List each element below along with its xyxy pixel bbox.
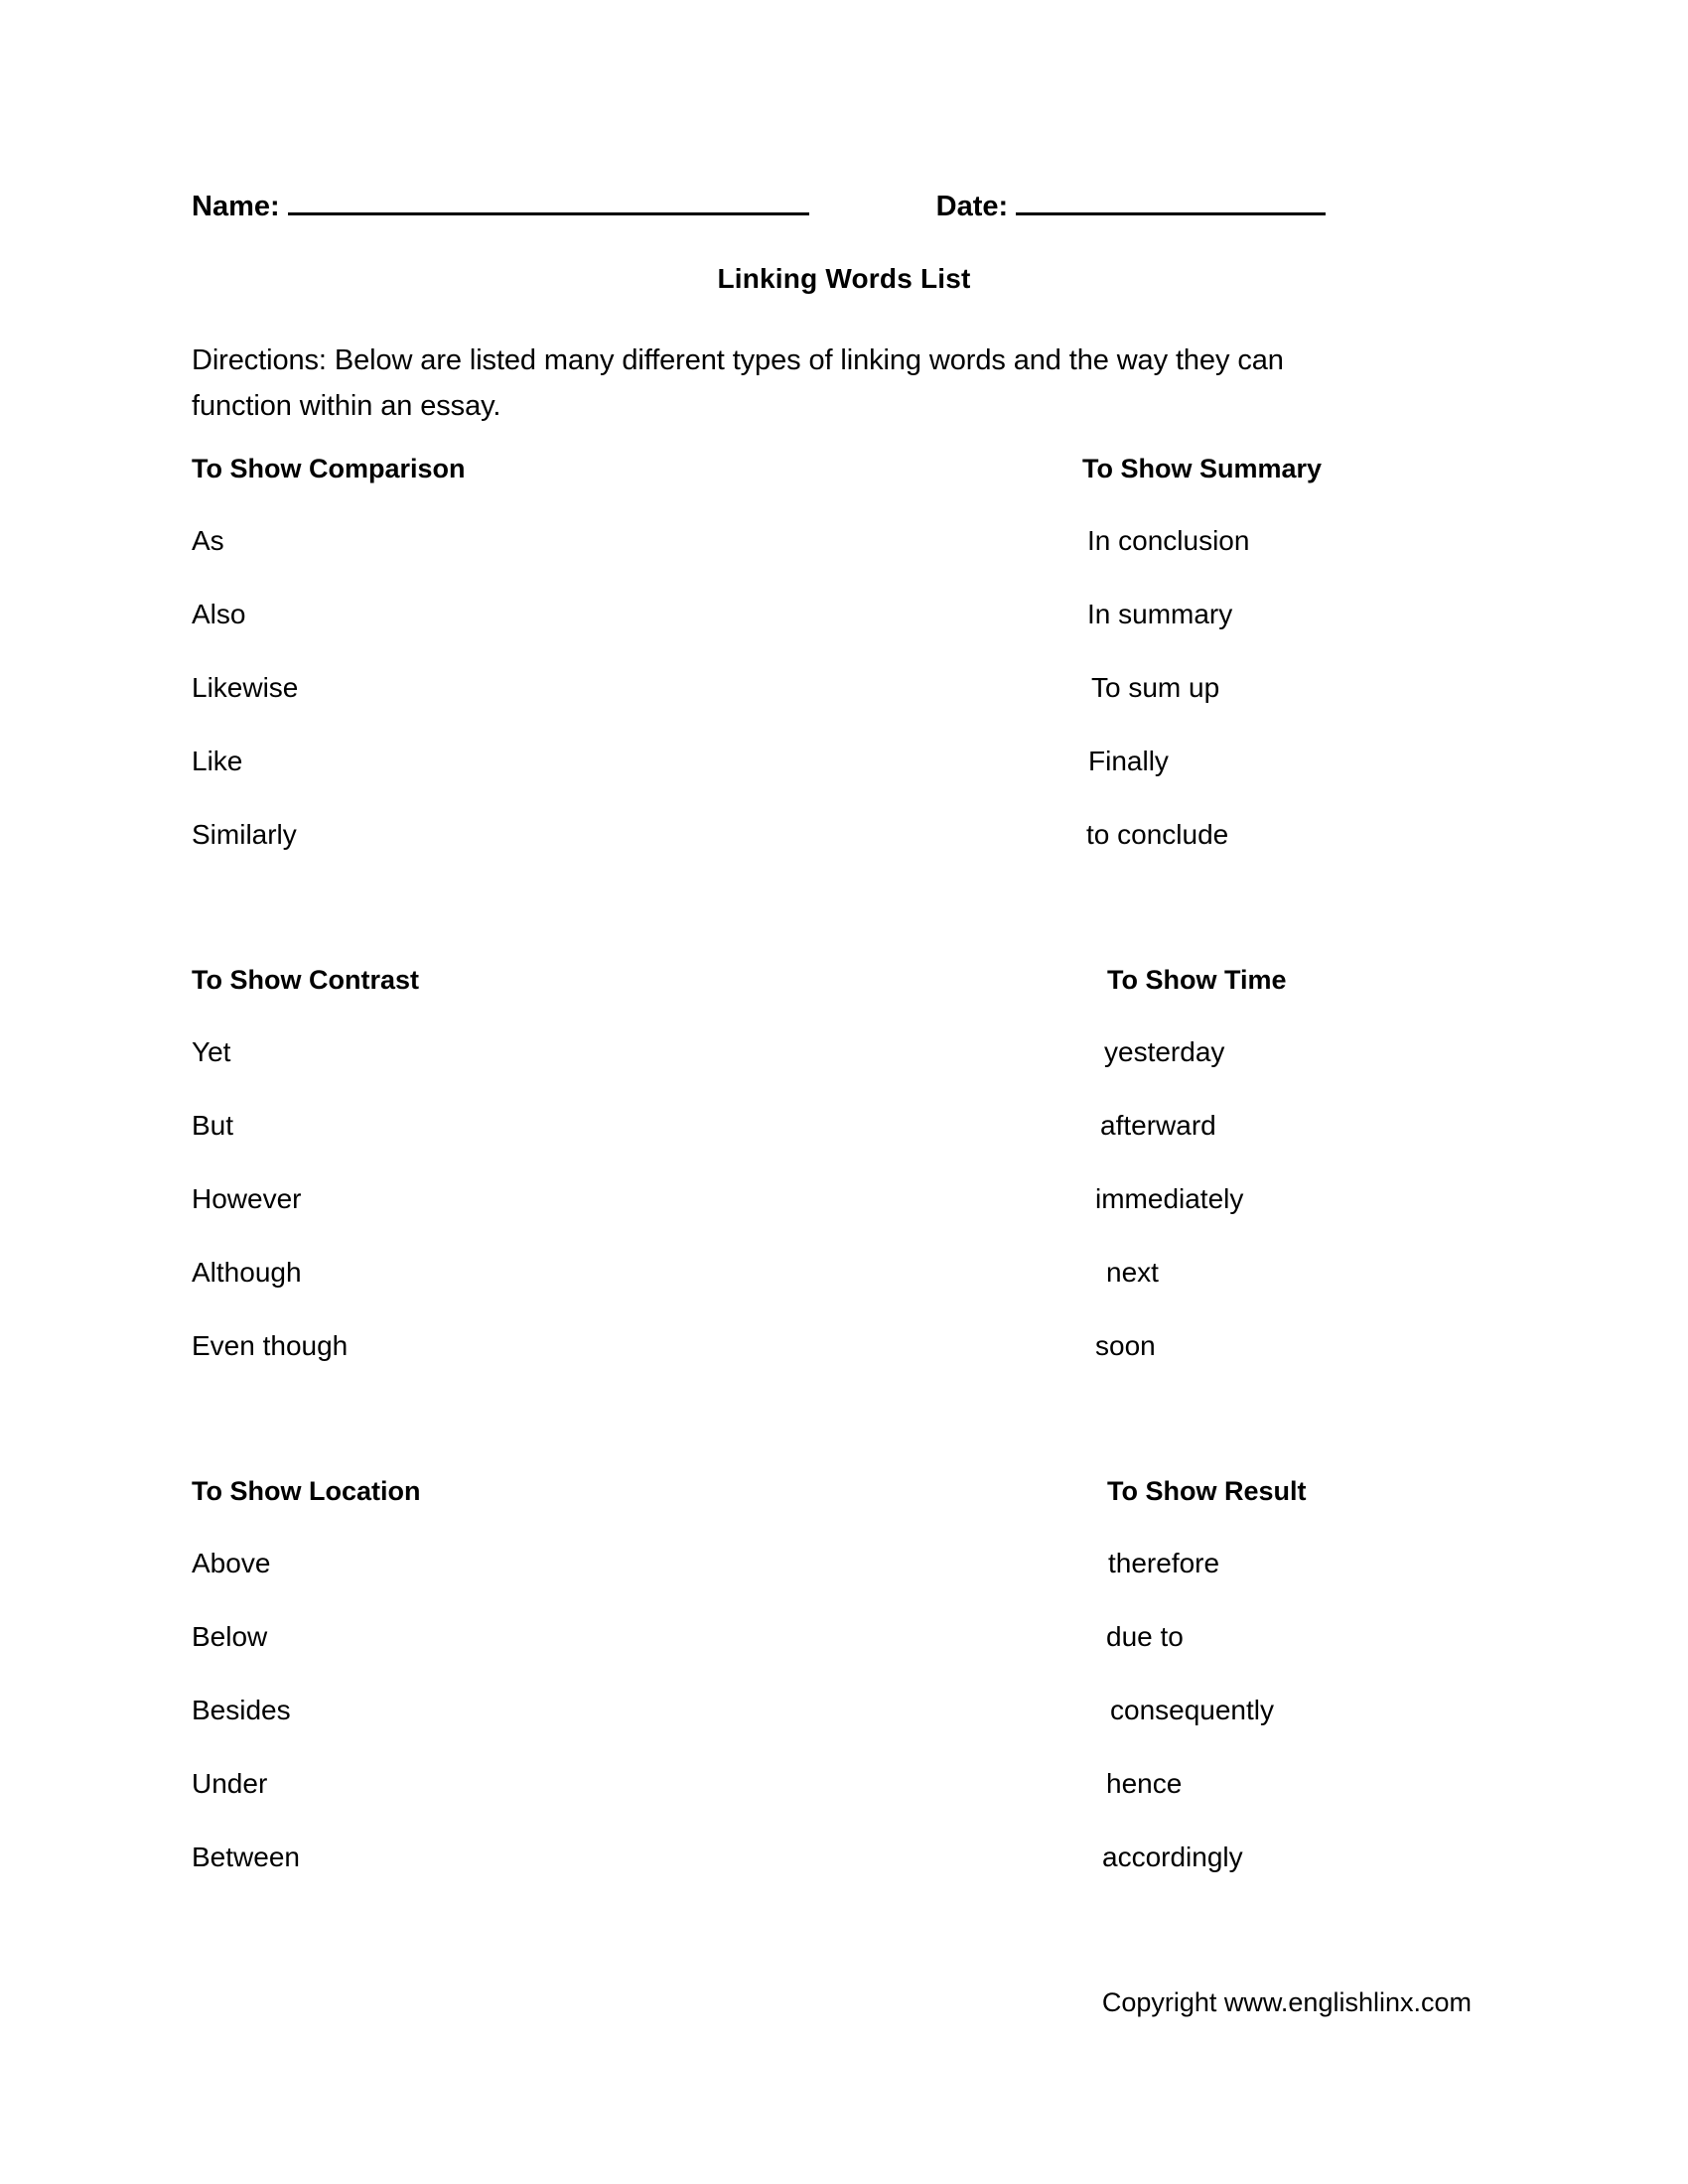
list-item: But xyxy=(192,1110,234,1141)
list-item: As xyxy=(192,525,224,556)
list-item: to conclude xyxy=(1086,819,1229,850)
list-item: Like xyxy=(192,746,243,776)
list-item: Likewise xyxy=(192,672,299,703)
list-item: yesterday xyxy=(1104,1036,1225,1067)
list-item: Between xyxy=(192,1842,300,1872)
column-summary xyxy=(1082,452,1599,851)
date-label: Date: xyxy=(935,191,1009,222)
list-item: Under xyxy=(192,1768,268,1799)
list-item: Besides xyxy=(192,1695,291,1725)
column-heading: To Show Comparison xyxy=(192,454,466,483)
column-location xyxy=(192,1474,887,1873)
word-list xyxy=(1082,525,1599,851)
column-contrast xyxy=(192,963,887,1362)
list-item: hence xyxy=(1106,1768,1183,1799)
list-item: accordingly xyxy=(1102,1842,1243,1872)
word-list xyxy=(192,1548,887,1873)
list-item: Below xyxy=(192,1621,268,1652)
list-item: afterward xyxy=(1100,1110,1216,1141)
word-list xyxy=(192,1036,887,1362)
name-label: Name: xyxy=(192,191,280,222)
column-comparison xyxy=(192,452,887,851)
list-item: Also xyxy=(192,599,246,629)
column-heading: To Show Location xyxy=(192,1476,421,1506)
list-item: Even though xyxy=(192,1330,349,1361)
column-heading: To Show Summary xyxy=(1082,454,1323,483)
copyright-footer: Copyright www.englishlinx.com xyxy=(1101,1987,1472,2017)
list-item: Although xyxy=(192,1257,302,1288)
word-list xyxy=(192,525,887,851)
list-item: Similarly xyxy=(192,819,297,850)
list-item: However xyxy=(192,1183,302,1214)
directions-text: Directions: Below are listed many different types of linking words and the way they can function within an essay. xyxy=(192,344,1284,422)
word-list xyxy=(1082,1036,1599,1362)
list-item: Yet xyxy=(192,1036,231,1067)
page-title: Linking Words List xyxy=(717,263,971,294)
list-item: next xyxy=(1106,1257,1159,1288)
name-write-in-line[interactable] xyxy=(288,191,809,215)
list-item: therefore xyxy=(1108,1548,1220,1578)
list-item: To sum up xyxy=(1091,672,1220,703)
list-item: Above xyxy=(192,1548,271,1578)
column-heading: To Show Contrast xyxy=(192,965,419,995)
column-result xyxy=(1082,1474,1599,1873)
list-item: In conclusion xyxy=(1087,525,1250,556)
list-item: Finally xyxy=(1088,746,1169,776)
column-heading: To Show Result xyxy=(1107,1476,1307,1506)
date-write-in-line[interactable] xyxy=(1016,191,1326,215)
list-item: consequently xyxy=(1110,1695,1275,1725)
list-item: due to xyxy=(1106,1621,1184,1652)
list-item: soon xyxy=(1095,1330,1156,1361)
word-list xyxy=(1082,1548,1599,1873)
list-item: In summary xyxy=(1087,599,1233,629)
list-item: immediately xyxy=(1095,1183,1244,1214)
student-info-header xyxy=(192,191,1473,234)
column-time xyxy=(1082,963,1599,1362)
column-heading: To Show Time xyxy=(1107,965,1287,995)
